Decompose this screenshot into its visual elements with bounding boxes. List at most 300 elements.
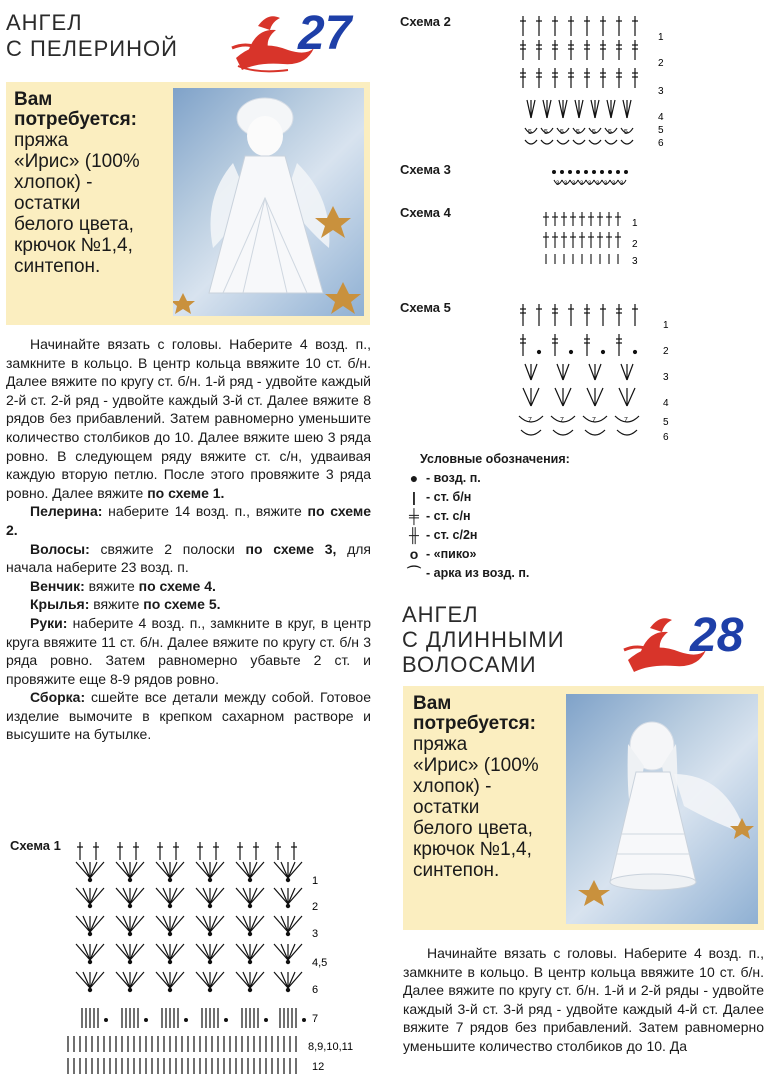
fan-stitch xyxy=(130,944,144,960)
pico-count: 5 xyxy=(592,129,596,136)
fan-stitch xyxy=(123,916,130,932)
arch-stitch xyxy=(573,140,585,144)
fan-stitch xyxy=(83,944,90,960)
scheme-4-row-2: 2 xyxy=(632,239,638,250)
fan-stitch xyxy=(130,944,137,960)
instructions-27 xyxy=(6,335,371,744)
arch-stitch xyxy=(617,430,637,435)
hair-text1: свяжите 2 полоски xyxy=(100,540,235,557)
scheme-2-row-1: 1 xyxy=(658,32,664,43)
fan-stitch xyxy=(76,916,90,932)
fan-stitch xyxy=(130,916,137,932)
fan-stitch xyxy=(288,972,302,988)
fan-stitch xyxy=(203,862,210,878)
fan-stitch xyxy=(90,972,97,988)
fan-stitch xyxy=(531,388,539,406)
fan-stitch xyxy=(210,916,224,932)
fan-stitch xyxy=(243,972,250,988)
fan-stitch xyxy=(210,916,217,932)
requires-title-27a: Вам xyxy=(14,89,53,110)
instructions-27-p1: Начинайте вязать с головы. Наберите 4 возд. п., замкните в кольцо. В центр кольца ввяжите 10 ст. б/н. Далее вяжите по кругу ст. б/н. 1-й ряд - удвойте каждый 2-й ст. 2-й ряд - удвойте каждый 3-й ст. Далее вяжите 8 рядов без прибавлений. Затем равномерно уменьшите количество столбиков до 10. Далее вяжите шею 3 ряда ровно. В следующем ряду вяжите ст. с/н, удваивая каждую вторую петлю. После этого провяжите 3 ряда ровно. Далее вяжите xyxy=(6,336,371,501)
fan-stitch xyxy=(130,916,144,932)
legend-sc-label: - ст. б/н xyxy=(426,490,472,504)
pico-count: 3 xyxy=(596,181,600,187)
fan-stitch xyxy=(210,972,224,988)
scheme-5-diagram xyxy=(515,300,675,445)
legend-item-pico xyxy=(402,545,652,564)
fan-stitch xyxy=(90,862,104,878)
fan-stitch xyxy=(130,888,137,904)
hands-text: наберите 4 возд. п., замкните в круг, в центр круга ввяжите 11 ст. б/н. Далее вяжите по кругу ст. б/н 3 ряда ровно. Затем равномерно убавьте 2 ст. и провяжите еще 8-9 рядов ровно. xyxy=(6,614,371,687)
pico-count: 7 xyxy=(528,417,532,424)
treble-crochet-icon: ╫ xyxy=(409,527,419,543)
fan-stitch xyxy=(90,916,104,932)
chain-dot xyxy=(248,932,251,935)
chain-dot xyxy=(602,351,605,354)
fan-stitch xyxy=(83,862,90,878)
chain-dot xyxy=(168,878,171,881)
fan-stitch xyxy=(274,916,288,932)
fan-stitch xyxy=(250,944,257,960)
scheme-2-row-6: 6 xyxy=(658,138,664,149)
pico-count: 5 xyxy=(544,129,548,136)
req27-line3: остатки xyxy=(14,193,81,214)
fan-stitch xyxy=(196,916,210,932)
chain-dot xyxy=(105,1019,108,1022)
scheme-2-diagram xyxy=(515,10,675,150)
pico-count: 3 xyxy=(588,181,592,187)
pico-count: 5 xyxy=(528,129,532,136)
fan-stitch xyxy=(281,888,288,904)
title-27 xyxy=(6,12,178,60)
pelerina-text: наберите 14 возд. п., вяжите xyxy=(108,503,302,520)
fan-stitch xyxy=(196,862,210,878)
fan-stitch xyxy=(90,972,104,988)
legend-pico-label: - «пико» xyxy=(426,547,477,561)
req28-line0: пряжа xyxy=(413,734,468,755)
hair-text2: для начала наберите 23 возд. п. xyxy=(6,540,371,576)
pico-count: 5 xyxy=(560,129,564,136)
fan-stitch xyxy=(90,916,97,932)
fan-stitch xyxy=(163,862,170,878)
chain-dot xyxy=(609,171,612,174)
fan-stitch xyxy=(170,862,184,878)
scheme-4-row-3: 3 xyxy=(632,256,638,267)
fan-stitch xyxy=(116,972,130,988)
fan-stitch xyxy=(250,888,257,904)
chain-dot xyxy=(553,171,556,174)
wings-label: Крылья: xyxy=(30,596,90,613)
legend-title: Условные обозначения: xyxy=(420,452,570,466)
pico-count: 5 xyxy=(624,129,628,136)
fan-stitch xyxy=(196,888,210,904)
title-28-line3: ВОЛОСАМИ xyxy=(402,652,537,677)
hair-bold: по схеме 3, xyxy=(245,540,337,557)
wings-text: вяжите xyxy=(93,596,140,613)
pelerina-label: Пелерина: xyxy=(30,503,103,520)
chain-dot xyxy=(248,904,251,907)
requires-title-28b: потребуется: xyxy=(413,713,536,734)
fan-stitch xyxy=(163,944,170,960)
req28-line5: крючок №1,4, xyxy=(413,839,532,860)
fan-stitch xyxy=(236,972,250,988)
req27-line4: белого цвета, xyxy=(14,214,134,235)
req27-line2: хлопок) - xyxy=(14,172,93,193)
fan-stitch xyxy=(288,916,302,932)
chain-dot xyxy=(208,878,211,881)
chain-dot xyxy=(168,960,171,963)
fan-stitch xyxy=(210,972,217,988)
fan-stitch xyxy=(274,862,288,878)
assembly-text: сшейте все детали между собой. Готовое изделие вымочите в крепком сахарном растворе и высушите на бутылке. xyxy=(6,689,371,743)
scheme-1-row-1: 1 xyxy=(312,875,319,887)
fan-stitch xyxy=(170,972,184,988)
chain-dot xyxy=(303,1019,306,1022)
fan-stitch xyxy=(288,916,295,932)
fan-stitch xyxy=(90,888,97,904)
fan-stitch xyxy=(116,888,130,904)
fan-stitch xyxy=(123,888,130,904)
scheme-5-row-2: 2 xyxy=(663,346,669,357)
fan-stitch xyxy=(163,888,170,904)
fan-stitch xyxy=(250,862,257,878)
chain-dot xyxy=(208,932,211,935)
chain-dot xyxy=(128,960,131,963)
angel-27-photo xyxy=(173,88,364,316)
fan-stitch xyxy=(90,888,104,904)
scheme-5-row-4: 4 xyxy=(663,398,669,409)
chain-dot xyxy=(538,351,541,354)
fan-stitch xyxy=(210,944,224,960)
fan-stitch xyxy=(621,364,627,380)
angel-27-figure xyxy=(173,88,364,316)
fan-stitch xyxy=(170,944,177,960)
req28-line4: белого цвета, xyxy=(413,818,533,839)
scheme-1-row-8-11: 8,9,10,11 xyxy=(308,1041,354,1053)
legend-item-chain xyxy=(402,469,652,488)
chain-dot xyxy=(168,904,171,907)
arch-stitch xyxy=(621,140,633,144)
req27-line1: «Ирис» (100% xyxy=(14,151,140,172)
fan-stitch xyxy=(250,862,264,878)
title-27-line1: АНГЕЛ xyxy=(6,10,83,35)
requirements-28 xyxy=(413,694,573,881)
fan-stitch xyxy=(281,972,288,988)
scheme-5-row-6: 6 xyxy=(663,432,669,443)
fan-stitch xyxy=(243,862,250,878)
fan-stitch xyxy=(281,862,288,878)
fan-stitch xyxy=(274,944,288,960)
fan-stitch xyxy=(203,972,210,988)
req28-line1: «Ирис» (100% xyxy=(413,755,539,776)
chain-dot xyxy=(248,960,251,963)
scheme-1-label: Схема 1 xyxy=(10,838,61,853)
fan-stitch xyxy=(236,862,250,878)
legend-chain-label: - возд. п. xyxy=(426,471,481,485)
req28-line6: синтепон. xyxy=(413,860,500,881)
chain-dot xyxy=(128,904,131,907)
chain-dot xyxy=(185,1019,188,1022)
fan-stitch xyxy=(196,944,210,960)
fan-stitch xyxy=(525,364,531,380)
scheme-2-row-5: 5 xyxy=(658,125,664,136)
fan-stitch xyxy=(531,364,537,380)
scheme-2-row-4: 4 xyxy=(658,112,664,123)
chain-dot xyxy=(128,932,131,935)
fan-stitch xyxy=(163,972,170,988)
chain-dot xyxy=(601,171,604,174)
fan-stitch xyxy=(130,972,144,988)
fan-stitch xyxy=(281,916,288,932)
instructions-27-p1-bold: по схеме 1. xyxy=(147,484,225,501)
chain-dot xyxy=(208,988,211,991)
req28-line3: остатки xyxy=(413,797,480,818)
chain-dot xyxy=(286,932,289,935)
fan-stitch xyxy=(250,972,264,988)
chain-dot xyxy=(88,878,91,881)
scheme-3-diagram xyxy=(548,162,638,192)
chain-dot xyxy=(225,1019,228,1022)
scheme-1-row-6: 6 xyxy=(312,984,319,996)
fan-stitch xyxy=(557,364,563,380)
fan-stitch xyxy=(130,862,137,878)
fan-stitch xyxy=(76,944,90,960)
chain-dot xyxy=(593,171,596,174)
legend-arch-label: - арка из возд. п. xyxy=(426,566,530,580)
instructions-28 xyxy=(403,944,764,1056)
title-27-line2: С ПЕЛЕРИНОЙ xyxy=(6,36,178,61)
chain-dot xyxy=(88,932,91,935)
fan-stitch xyxy=(274,972,288,988)
chain-dot xyxy=(88,904,91,907)
fan-stitch xyxy=(156,972,170,988)
fan-stitch xyxy=(587,388,595,406)
fan-stitch xyxy=(250,972,257,988)
scheme-1-row-3: 3 xyxy=(312,928,319,940)
title-28 xyxy=(402,604,565,676)
scheme-3-label: Схема 3 xyxy=(400,162,451,177)
fan-stitch xyxy=(130,862,144,878)
fan-stitch xyxy=(288,972,295,988)
pico-icon: o xyxy=(409,546,419,562)
fan-stitch xyxy=(123,944,130,960)
fan-stitch xyxy=(243,888,250,904)
scheme-4-row-1: 1 xyxy=(632,218,638,229)
fan-stitch xyxy=(288,888,295,904)
chain-dot xyxy=(208,904,211,907)
requires-title-28a: Вам xyxy=(413,693,452,714)
scheme-2-label: Схема 2 xyxy=(400,14,451,29)
double-crochet-icon: ╪ xyxy=(409,508,419,524)
fan-stitch xyxy=(250,888,264,904)
assembly-label: Сборка: xyxy=(30,689,86,706)
pico-count: 3 xyxy=(620,181,624,187)
fan-stitch xyxy=(130,972,137,988)
fan-stitch xyxy=(123,862,130,878)
fan-stitch xyxy=(288,862,302,878)
fan-stitch xyxy=(250,944,264,960)
pico-count: 3 xyxy=(580,181,584,187)
legend-item-dc xyxy=(402,507,652,526)
fan-stitch xyxy=(250,916,264,932)
fan-stitch xyxy=(288,862,295,878)
instructions-28-p1: Начинайте вязать с головы. Наберите 4 возд. п., замкните в кольцо. В центр кольца ввяжите 10 ст. б/н. Далее вяжите по кругу ст. б/н. 1-й и 2-й ряды - удвойте каждый 3-й ст. 3-й ряд - удвойте каждый 4-й ст. Далее вяжите 7 рядов без прибавлений. Затем равномерно уменьшите количество столбиков до 10. Да xyxy=(403,945,764,1054)
pico-count: 3 xyxy=(572,181,576,187)
chain-dot xyxy=(585,171,588,174)
fan-stitch xyxy=(288,888,302,904)
fan-stitch xyxy=(170,916,184,932)
pico-count: 3 xyxy=(556,181,560,187)
arch-stitch xyxy=(605,140,617,144)
fan-stitch xyxy=(243,944,250,960)
fan-stitch xyxy=(76,888,90,904)
chain-dot xyxy=(286,904,289,907)
requires-title-27b: потребуется: xyxy=(14,109,137,130)
fan-stitch xyxy=(595,388,603,406)
fan-stitch xyxy=(156,862,170,878)
fan-stitch xyxy=(170,972,177,988)
fan-stitch xyxy=(170,916,177,932)
scheme-1-stitches xyxy=(68,842,305,1074)
chain-dot xyxy=(286,960,289,963)
fan-stitch xyxy=(619,388,627,406)
scheme-1-row-45: 4,5 xyxy=(312,957,328,969)
fan-stitch xyxy=(170,944,184,960)
pico-count: 5 xyxy=(576,129,580,136)
chain-dot xyxy=(88,960,91,963)
fan-stitch xyxy=(203,944,210,960)
pico-count: 7 xyxy=(560,417,564,424)
scheme-1-row-7: 7 xyxy=(312,1013,319,1025)
requirements-27 xyxy=(14,90,174,277)
fan-stitch xyxy=(156,888,170,904)
fan-stitch xyxy=(288,944,302,960)
fan-stitch xyxy=(595,364,601,380)
chain-dot xyxy=(561,171,564,174)
legend-tr-label: - ст. с/2н xyxy=(426,528,478,542)
angel-28-photo xyxy=(566,694,758,924)
scheme-5-label: Схема 5 xyxy=(400,300,451,315)
legend-dc-label: - ст. с/н xyxy=(426,509,471,523)
fan-stitch xyxy=(281,944,288,960)
legend-item-arch xyxy=(402,564,652,583)
scheme-2-row-3: 3 xyxy=(658,86,664,97)
req27-line5: крючок №1,4, xyxy=(14,235,133,256)
fan-stitch xyxy=(170,862,177,878)
req28-line2: хлопок) - xyxy=(413,776,492,797)
scheme-1-diagram xyxy=(60,838,370,1078)
req27-line6: синтепон. xyxy=(14,256,101,277)
hands-label: Руки: xyxy=(30,614,68,631)
pico-count: 7 xyxy=(624,417,628,424)
single-crochet-icon: | xyxy=(412,489,416,505)
legend-item-tr xyxy=(402,526,652,545)
scheme-2-row-2: 2 xyxy=(658,58,664,69)
fan-stitch xyxy=(83,916,90,932)
chain-arch-icon: ⌒ xyxy=(407,565,421,581)
req27-line0: пряжа xyxy=(14,130,69,151)
chain-dot xyxy=(286,988,289,991)
fan-stitch xyxy=(288,944,295,960)
fan-stitch xyxy=(243,916,250,932)
fan-stitch xyxy=(90,944,97,960)
chain-dot xyxy=(248,878,251,881)
arch-stitch xyxy=(557,140,569,144)
chain-dot xyxy=(570,351,573,354)
scheme-5-row-1: 1 xyxy=(663,320,669,331)
chain-dot xyxy=(168,932,171,935)
fan-stitch xyxy=(130,888,144,904)
fan-stitch xyxy=(210,888,224,904)
pico-count: 3 xyxy=(612,181,616,187)
chain-dot xyxy=(208,960,211,963)
fan-stitch xyxy=(76,862,90,878)
fan-stitch xyxy=(170,888,184,904)
hair-label: Волосы: xyxy=(30,540,90,557)
fan-stitch xyxy=(116,862,130,878)
angel-28-figure xyxy=(566,694,758,924)
arch-stitch xyxy=(541,140,553,144)
fan-stitch xyxy=(210,862,217,878)
chain-dot xyxy=(569,171,572,174)
fan-stitch xyxy=(210,862,224,878)
fan-stitch xyxy=(210,944,217,960)
scheme-5-row-3: 3 xyxy=(663,372,669,383)
legend-item-sc xyxy=(402,488,652,507)
chain-dot xyxy=(625,171,628,174)
arch-stitch xyxy=(585,430,605,435)
scheme-1-row-2: 2 xyxy=(312,901,319,913)
fan-stitch xyxy=(236,916,250,932)
fan-stitch xyxy=(90,944,104,960)
pico-count: 7 xyxy=(592,417,596,424)
fan-stitch xyxy=(163,916,170,932)
fan-stitch xyxy=(90,862,97,878)
scheme-4-diagram xyxy=(540,206,650,268)
fan-stitch xyxy=(236,888,250,904)
fan-stitch xyxy=(210,888,217,904)
chain-dot xyxy=(577,171,580,174)
fan-stitch xyxy=(156,944,170,960)
chain-dot xyxy=(88,988,91,991)
fan-stitch xyxy=(83,972,90,988)
legend xyxy=(402,450,652,583)
title-28-line1: АНГЕЛ xyxy=(402,602,479,627)
fan-stitch xyxy=(203,916,210,932)
scheme-5-row-5: 5 xyxy=(663,417,669,428)
fan-stitch xyxy=(523,388,531,406)
fan-stitch xyxy=(196,972,210,988)
arch-stitch xyxy=(521,430,541,435)
fan-stitch xyxy=(76,972,90,988)
arch-stitch xyxy=(589,140,601,144)
pico-count: 5 xyxy=(608,129,612,136)
project-number-28: 28 xyxy=(690,609,744,662)
fan-stitch xyxy=(250,916,257,932)
title-28-line2: С ДЛИННЫМИ xyxy=(402,627,565,652)
fan-stitch xyxy=(156,916,170,932)
chain-dot xyxy=(286,878,289,881)
scheme-4-label: Схема 4 xyxy=(400,205,451,220)
fan-stitch xyxy=(627,388,635,406)
fan-stitch xyxy=(627,364,633,380)
fan-stitch xyxy=(116,916,130,932)
chain-dot xyxy=(168,988,171,991)
crown-label: Венчик: xyxy=(30,577,85,594)
fan-stitch xyxy=(563,364,569,380)
fan-stitch xyxy=(123,972,130,988)
fan-stitch xyxy=(589,364,595,380)
